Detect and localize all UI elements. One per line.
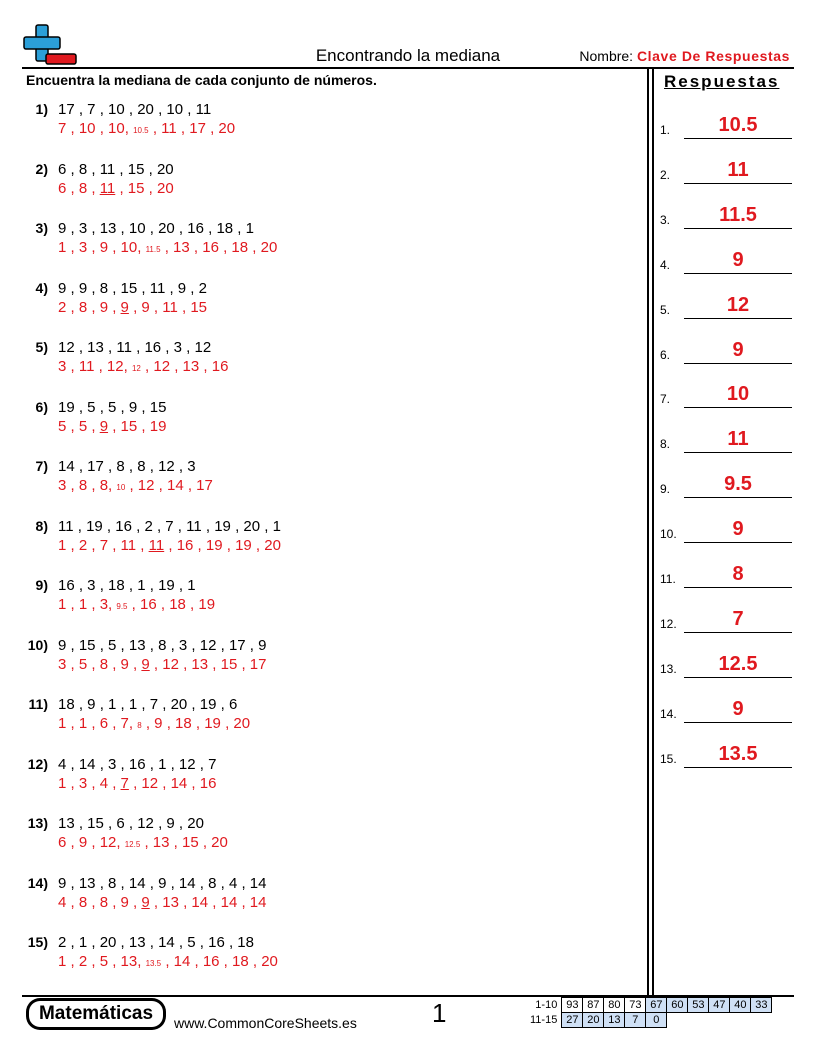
answer-underline — [684, 767, 792, 768]
subject-badge — [26, 998, 166, 1030]
answer-number: 12. — [660, 616, 677, 631]
median-mark: 9 — [141, 655, 150, 673]
sorted-before: 1 , 1 , 3, — [58, 596, 113, 613]
answer-number: 3. — [660, 212, 671, 227]
sorted-before: 7 , 10 , 10, — [58, 120, 129, 137]
answer-line — [660, 279, 792, 319]
sorted-set — [58, 953, 278, 970]
top-divider — [22, 67, 794, 69]
score-row-label: 11-15 — [530, 1014, 558, 1026]
answer-underline — [684, 138, 792, 139]
answer-number: 5. — [660, 302, 671, 317]
sorted-before: 6 , 9 , 12, — [58, 834, 121, 851]
answer-underline — [684, 273, 792, 274]
problem-number: 9) — [35, 577, 48, 593]
sorted-before: 3 , 11 , 12, — [58, 358, 128, 375]
sorted-after: , 15 , 19 — [112, 417, 167, 435]
sorted-before: 2 , 8 , 9 , — [58, 298, 117, 316]
sorted-before: 3 , 5 , 8 , 9 , — [58, 655, 138, 673]
number-set: 9 , 15 , 5 , 13 , 8 , 3 , 12 , 17 , 9 — [58, 636, 267, 654]
sorted-set — [58, 894, 267, 911]
name-label: Nombre: — [579, 48, 634, 64]
answer-number: 1. — [660, 123, 671, 137]
problem-item — [24, 399, 624, 443]
subject-badge-label: Matemáticas — [29, 1001, 163, 1027]
number-set: 14 , 17 , 8 , 8 , 12 , 3 — [58, 458, 196, 475]
score-cell: 27 — [562, 1013, 583, 1028]
score-table — [528, 997, 772, 1028]
answer-underline — [684, 632, 792, 633]
median-mark: 9 — [141, 893, 150, 911]
answer-underline — [684, 363, 792, 364]
answer-number: 7. — [660, 392, 671, 407]
column-divider — [647, 68, 649, 995]
score-cell: 13 — [604, 1013, 625, 1028]
answer-value: 12.5 — [718, 652, 758, 675]
sorted-before: 1 , 3 , 9 , 10, — [58, 239, 142, 256]
score-cell: 20 — [583, 1013, 604, 1028]
sorted-before: 1 , 2 , 7 , 11 , — [58, 536, 145, 554]
problem-number: 10) — [27, 636, 48, 653]
answer-line — [660, 144, 792, 184]
problem-item — [24, 161, 624, 205]
page-number: 1 — [432, 998, 447, 1028]
score-cell: 0 — [646, 1013, 667, 1028]
sorted-set — [58, 120, 235, 137]
sorted-set — [58, 656, 267, 673]
problem-item — [24, 577, 624, 621]
number-set: 9 , 3 , 13 , 10 , 20 , 16 , 18 , 1 — [58, 220, 254, 237]
problem-item — [24, 815, 624, 859]
number-set: 4 , 14 , 3 , 16 , 1 , 12 , 7 — [58, 755, 217, 773]
problem-item — [24, 339, 624, 383]
answer-line — [660, 413, 792, 453]
answer-value: 10 — [726, 383, 750, 406]
number-set: 9 , 13 , 8 , 14 , 9 , 14 , 8 , 4 , 14 — [58, 874, 267, 892]
sorted-after: , 12 , 13 , 16 — [145, 358, 229, 375]
score-cell: 87 — [583, 998, 604, 1013]
problem-number: 14) — [27, 874, 48, 891]
score-cell: 60 — [667, 998, 688, 1013]
score-cell: 73 — [625, 998, 646, 1013]
problem-number: 4) — [35, 279, 48, 296]
median-mark: 12.5 — [124, 840, 141, 849]
answer-underline — [684, 677, 792, 678]
sorted-set — [58, 180, 174, 197]
problem-item — [24, 458, 624, 502]
sorted-before: 4 , 8 , 8 , 9 , — [58, 893, 138, 911]
answer-number: 15. — [660, 751, 677, 766]
sorted-after: , 16 , 19 , 19 , 20 — [168, 536, 281, 554]
median-mark: 11 — [99, 179, 116, 197]
sorted-before: 6 , 8 , — [58, 179, 96, 197]
problem-item — [24, 756, 624, 800]
problem-item — [24, 934, 624, 978]
sorted-before: 1 , 1 , 6 , 7, — [58, 715, 134, 732]
answer-line — [660, 234, 792, 274]
number-set: 11 , 19 , 16 , 2 , 7 , 11 , 19 , 20 , 1 — [58, 517, 281, 535]
problem-item — [24, 101, 624, 145]
answer-value: 11.5 — [719, 203, 757, 226]
score-cell: 80 — [604, 998, 625, 1013]
score-cell: 7 — [625, 1013, 646, 1028]
answers-heading: Respuestas — [664, 72, 780, 91]
median-mark: 9.5 — [116, 602, 128, 611]
median-mark: 9 — [120, 298, 129, 316]
median-mark: 10 — [116, 483, 126, 492]
problem-number: 13) — [27, 815, 48, 831]
score-cell: 67 — [646, 998, 667, 1013]
median-mark: 13.5 — [145, 959, 162, 968]
sorted-after: , 13 , 16 , 18 , 20 — [164, 239, 278, 256]
median-mark: 9 — [99, 417, 109, 435]
answer-value: 10.5 — [718, 114, 758, 136]
answer-underline — [684, 497, 792, 498]
sorted-set — [58, 537, 281, 554]
answer-underline — [684, 183, 792, 184]
answer-value: 11 — [727, 158, 749, 181]
answer-underline — [684, 407, 792, 408]
problem-number: 1) — [35, 101, 48, 117]
page-title: Encontrando la mediana — [315, 46, 501, 65]
problem-item — [24, 637, 624, 681]
sorted-set — [58, 715, 250, 732]
sorted-set — [58, 596, 215, 613]
problem-number: 12) — [27, 755, 48, 772]
answer-value: 8 — [732, 563, 744, 585]
sorted-before: 3 , 8 , 8, — [58, 477, 113, 494]
answer-number: 14. — [660, 706, 677, 721]
sorted-after: , 12 , 13 , 15 , 17 — [153, 655, 267, 673]
answer-underline — [684, 587, 792, 588]
answer-value: 9 — [732, 338, 744, 361]
answer-value: 12 — [726, 293, 750, 316]
instructions: Encuentra la mediana de cada conjunto de números. — [26, 72, 377, 88]
answer-line — [660, 189, 792, 229]
answer-underline — [684, 452, 792, 453]
number-set: 13 , 15 , 6 , 12 , 9 , 20 — [58, 815, 204, 832]
problem-number: 7) — [35, 458, 48, 474]
number-set: 16 , 3 , 18 , 1 , 19 , 1 — [58, 577, 196, 594]
number-set: 6 , 8 , 11 , 15 , 20 — [58, 160, 174, 178]
answer-number: 6. — [660, 347, 671, 362]
problem-number: 6) — [35, 398, 48, 415]
median-mark: 11 — [148, 536, 165, 554]
answer-underline — [684, 722, 792, 723]
answer-line — [660, 548, 792, 588]
score-cell: 33 — [751, 998, 772, 1013]
answer-value: 9.5 — [724, 473, 752, 496]
sorted-after: , 12 , 14 , 16 — [133, 774, 217, 792]
sorted-after: , 14 , 16 , 18 , 20 — [165, 953, 278, 970]
name-value: Clave De Respuestas — [636, 48, 790, 64]
problem-number: 5) — [35, 339, 48, 355]
median-mark: 10.5 — [133, 126, 149, 135]
answer-number: 10. — [660, 527, 677, 542]
answer-value: 7 — [732, 607, 744, 630]
number-set: 18 , 9 , 1 , 1 , 7 , 20 , 19 , 6 — [58, 696, 238, 713]
score-cell: 53 — [688, 998, 709, 1013]
number-set: 19 , 5 , 5 , 9 , 15 — [58, 398, 167, 416]
answer-value: 9 — [732, 518, 744, 541]
sorted-after: , 15 , 20 — [119, 179, 174, 197]
sorted-before: 5 , 5 , — [58, 417, 96, 435]
name-field — [579, 48, 790, 64]
answer-line — [660, 324, 792, 364]
answer-value: 9 — [732, 248, 744, 271]
sorted-after: , 16 , 18 , 19 — [131, 596, 216, 613]
median-mark: 11.5 — [145, 245, 161, 254]
problem-item — [24, 220, 624, 264]
sorted-set — [58, 834, 228, 851]
score-row-label: 1-10 — [535, 999, 558, 1011]
sorted-after: , 13 , 14 , 14 , 14 — [153, 893, 267, 911]
answer-line — [660, 458, 792, 498]
answer-underline — [684, 318, 792, 319]
sorted-set — [58, 239, 277, 256]
median-mark: 12 — [131, 364, 141, 373]
problem-item — [24, 875, 624, 919]
sorted-after: , 13 , 15 , 20 — [144, 834, 228, 851]
problem-item — [24, 518, 624, 562]
score-cell: 93 — [562, 998, 583, 1013]
answer-line — [660, 683, 792, 723]
problem-item — [24, 696, 624, 740]
answer-line — [660, 99, 792, 139]
answer-number: 11. — [660, 572, 676, 586]
sorted-set — [58, 418, 166, 435]
sorted-after: , 12 , 14 , 17 — [129, 477, 213, 494]
answer-underline — [684, 228, 792, 229]
answer-line — [660, 728, 792, 768]
median-mark: 8 — [137, 721, 142, 730]
sorted-after: , 11 , 17 , 20 — [152, 120, 236, 137]
answer-number: 13. — [660, 661, 677, 676]
answer-number: 2. — [660, 167, 671, 182]
number-set: 9 , 9 , 8 , 15 , 11 , 9 , 2 — [58, 279, 207, 297]
answer-line — [660, 638, 792, 678]
answer-value: 13.5 — [718, 742, 758, 765]
number-set: 17 , 7 , 10 , 20 , 10 , 11 — [58, 101, 212, 118]
answer-value: 9 — [732, 697, 744, 720]
answer-number: 9. — [660, 482, 671, 497]
problem-number: 3) — [35, 220, 48, 236]
sorted-set — [58, 477, 213, 494]
median-mark: 7 — [120, 774, 129, 792]
problem-number: 11) — [28, 696, 48, 712]
answer-number: 4. — [660, 257, 671, 272]
number-set: 2 , 1 , 20 , 13 , 14 , 5 , 16 , 18 — [58, 934, 254, 951]
problem-number: 15) — [27, 934, 48, 950]
answer-line — [660, 593, 792, 633]
answer-number: 8. — [660, 437, 671, 452]
sorted-set — [58, 775, 216, 792]
answer-line — [660, 503, 792, 543]
sorted-after: , 9 , 11 , 15 — [133, 298, 208, 316]
sorted-set — [58, 299, 207, 316]
number-set: 12 , 13 , 11 , 16 , 3 , 12 — [58, 339, 212, 356]
sorted-after: , 9 , 18 , 19 , 20 — [145, 715, 251, 732]
answer-value: 11 — [727, 428, 749, 451]
problem-number: 2) — [35, 160, 48, 177]
answer-underline — [684, 542, 792, 543]
sorted-before: 1 , 2 , 5 , 13, — [58, 953, 142, 970]
column-divider — [652, 68, 654, 995]
sorted-before: 1 , 3 , 4 , — [58, 774, 117, 792]
sorted-set — [58, 358, 228, 375]
score-cell: 47 — [709, 998, 730, 1013]
site-url: www.CommonCoreSheets.es — [174, 1015, 357, 1031]
problem-number: 8) — [35, 517, 48, 534]
score-cell: 40 — [730, 998, 751, 1013]
answer-line — [660, 368, 792, 408]
problem-item — [24, 280, 624, 324]
